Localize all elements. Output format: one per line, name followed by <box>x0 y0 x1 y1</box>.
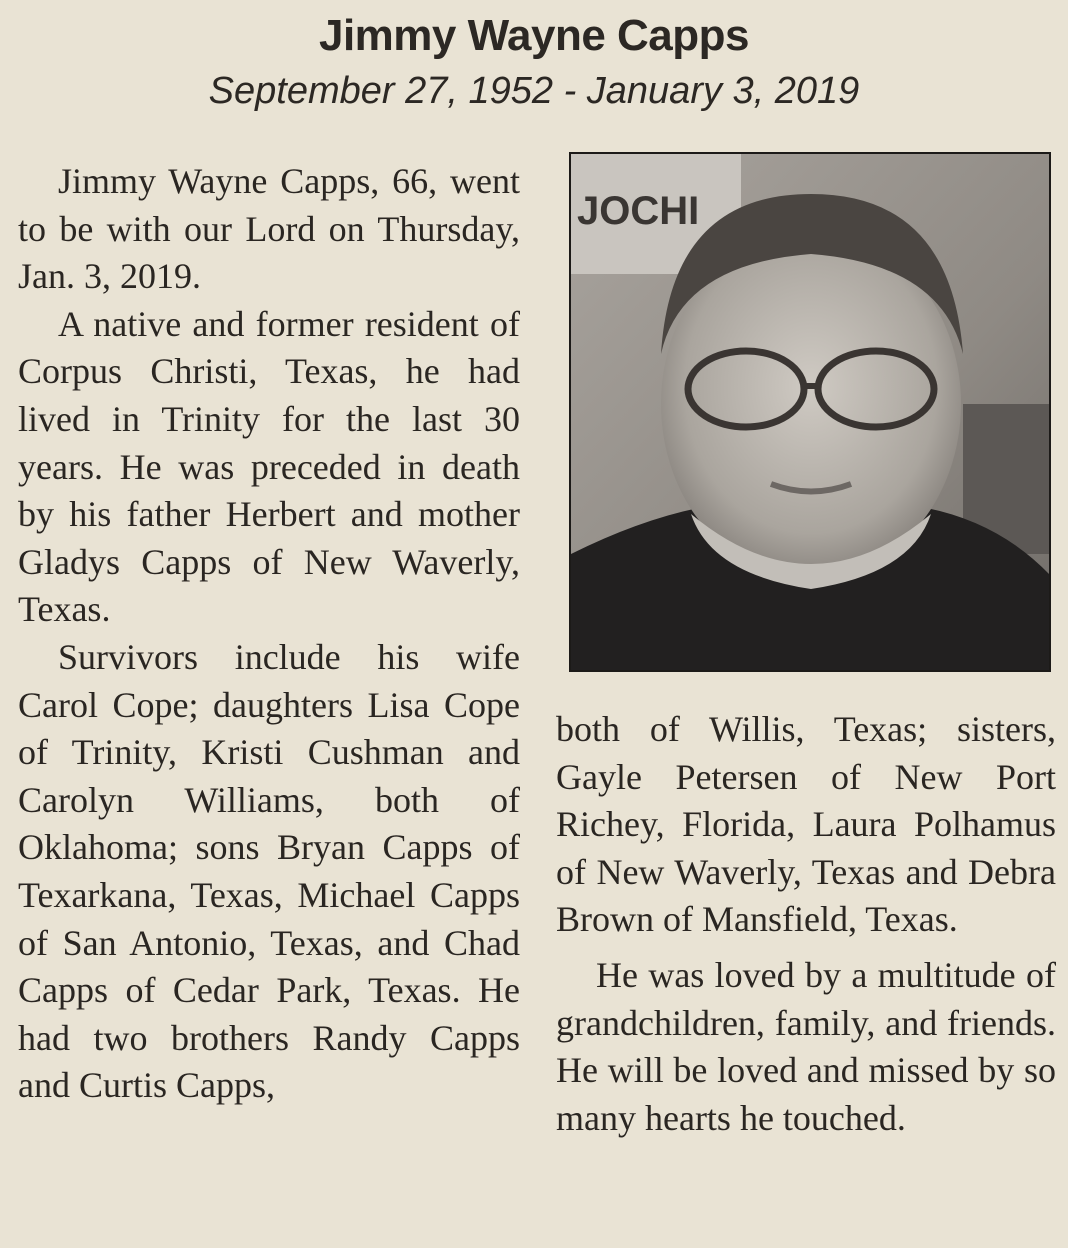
obituary-dates: September 27, 1952 - January 3, 2019 <box>208 70 860 112</box>
photo-sign-text: JOCHI <box>577 189 700 233</box>
obituary-column-left <box>18 158 520 1110</box>
obituary-paragraph-closing: He was loved by a multitude of grandchildren, family, and friends. He will be loved and missed by so many hearts he touched. <box>556 954 1056 1138</box>
obituary-column-right <box>556 706 1056 1142</box>
obituary-paragraph-background: A native and former resident of Corpus Christi, Texas, he had lived in Trinity for the last 30 years. He was preceded in death by his father Herbert and mother Gladys Capps of New Waverly, Texas. <box>18 303 520 630</box>
obituary-name: Jimmy Wayne Capps <box>318 11 750 60</box>
obituary-paragraph-intro: Jimmy Wayne Capps, 66, went to be with our Lord on Thursday, Jan. 3, 2019. <box>18 161 520 297</box>
portrait-photo <box>569 152 1051 672</box>
obituary-paragraph-siblings: both of Willis, Texas; sisters, Gayle Petersen of New Port Richey, Florida, Laura Polhamus of New Waverly, Texas and Debra Brown of Mansfield, Texas. <box>556 709 1056 940</box>
obituary-paragraph-survivors: Survivors include his wife Carol Cope; daughters Lisa Cope of Trinity, Kristi Cushman and Carolyn Williams, both of Oklahoma; sons Bryan Capps of Texarkana, Texas, Michael Capps of San Antonio, Texas, and Chad Capps of Cedar Park, Texas. He had two brothers Randy Capps and Curtis Capps, <box>18 636 520 1106</box>
